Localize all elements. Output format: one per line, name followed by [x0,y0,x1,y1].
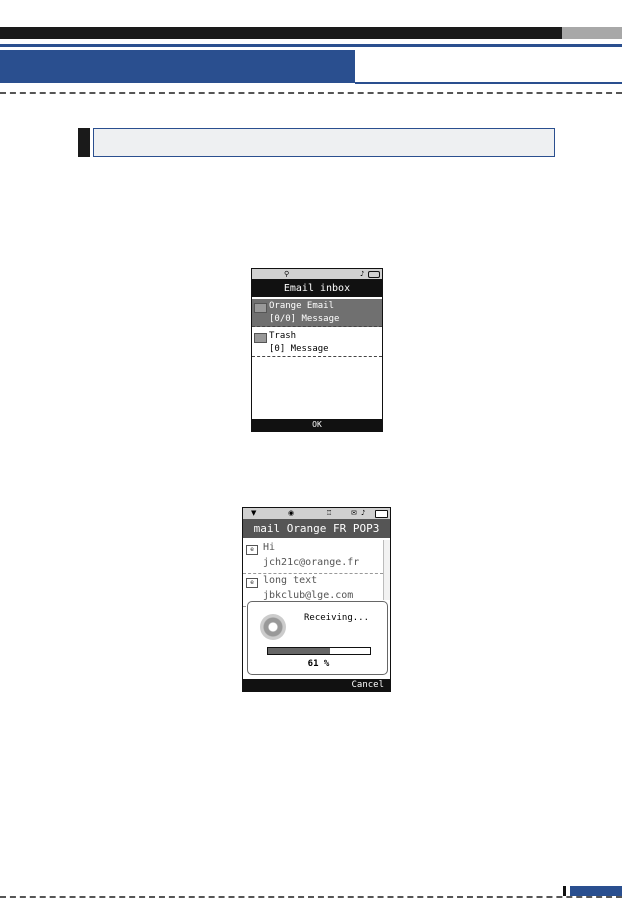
folder-name: Trash [269,331,297,341]
battery-icon [375,510,388,518]
dialog-message: Receiving... [304,613,370,623]
loading-spinner-icon [260,614,286,640]
screen-title: Email inbox [252,280,382,297]
progress-bar [267,647,371,655]
message-subject: long text [263,575,318,586]
cancel-softkey[interactable] [243,679,390,691]
scrollbar[interactable] [383,540,390,600]
folder-icon [254,333,267,343]
chapter-title-block [0,50,355,83]
music-icon: ♪ [360,270,365,278]
receiving-dialog [247,601,388,675]
folder-item-trash[interactable] [252,329,382,357]
music-icon: ♪ [361,509,366,517]
message-sender: jch21c@orange.fr [263,557,360,568]
message-sender: jbkclub@lge.com [263,590,354,601]
signal-icon: ◉ [288,509,295,517]
status-bar [252,269,382,280]
screen-title: mail Orange FR POP3 [243,519,390,538]
antenna-icon: ▼ [251,509,257,517]
message-subject: Hi [263,542,276,553]
section-heading-box [93,128,555,157]
phone-screen-pop3-receiving [242,507,391,692]
folder-count: [0/0] Message [269,314,340,324]
header-dark-bar [0,27,562,39]
battery-icon [368,271,380,278]
progress-fill [268,648,330,654]
email-icon: e [246,578,258,588]
ok-softkey[interactable]: OK [252,419,382,431]
message-item[interactable] [243,541,383,574]
header-thin-blue-line [0,44,622,47]
header-blue-underline [355,82,622,84]
folder-icon [254,303,267,313]
section-marker [78,128,90,157]
envelope-icon: ✉ [351,509,357,517]
status-bar [243,508,390,519]
folder-name: Orange Email [269,301,335,311]
signal-icon: ⚲ [284,270,290,278]
folder-item-orange-email[interactable] [252,299,382,327]
folder-count: [0] Message [269,344,329,354]
email-icon: e [246,545,258,555]
alarm-icon: ♖ [326,509,333,517]
phone-screen-email-inbox [251,268,383,432]
progress-percent: 61 % [307,659,330,669]
footer-page-tab [570,886,622,896]
header-gray-bar [562,27,622,39]
cancel-label: Cancel [351,680,384,690]
footer-page-indicator [563,886,566,896]
header-dashed-divider [0,92,622,94]
